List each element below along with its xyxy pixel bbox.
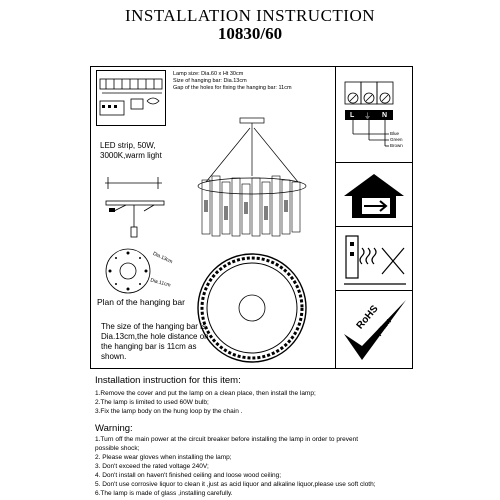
warning-line-3: 3. Don't exceed the rated voltage 240V; (95, 463, 209, 470)
document-title: INSTALLATION INSTRUCTION (124, 6, 376, 25)
installation-step-2: 2.The lamp is limited to used 60W bulb; (95, 399, 209, 406)
installation-heading: Installation instruction for this item: (95, 375, 241, 386)
warning-line-4: 4. Don't install on haven't finished ceiling and loose wood ceiling; (95, 472, 282, 479)
warning-line-6: 6.The lamp is made of glass ,installing carefully. (95, 490, 233, 497)
warning-line-2: 2. Please wear gloves when installing the lamp; (95, 454, 232, 461)
rohs-label: RoHS (354, 303, 381, 332)
warning-line-1: 1.Turn off the main power at the circuit breaker before installing the lamp in order to prevent (95, 436, 359, 443)
wiring-sketch-icon (97, 71, 167, 127)
hanging-bar-dim-label-1: Dia.13cm (151, 250, 174, 266)
no-heat-surface-icon (340, 230, 410, 288)
led-spec-line-1: LED strip, 50W, (100, 141, 156, 150)
model-number: 10830/60 (217, 24, 283, 43)
indoor-use-icon (340, 168, 410, 224)
wire-label-green: Green (390, 137, 403, 142)
hanging-bar-size-text: The size of the hanging bar is Dia.13cm,the hole distance on the hanging bar is 11cm as shown. (101, 322, 209, 361)
wiring-sketch-box (96, 70, 166, 126)
led-spec-line-2: 3000K,warm light (100, 151, 162, 160)
spec-lamp-size: Lamp size: Dia.60 x Ht 30cm (173, 71, 244, 77)
installation-step-1: 1.Remove the cover and put the lamp on a clean place, then install the lamp; (95, 390, 316, 397)
wire-label-brown: Brown (390, 143, 403, 148)
terminal-label-n: N (382, 112, 388, 119)
divider-indoor (335, 226, 413, 227)
lamp-drawing-icon (176, 110, 336, 368)
hanging-bar-sketch-icon (100, 175, 170, 245)
hanging-bar-dim-label-2: Dia.11cm (149, 277, 172, 289)
rohs-compliant-label: Compliant (365, 318, 393, 349)
installation-step-3: 3.Fix the lamp body on the hung loop by the chain . (95, 408, 243, 415)
warning-line-5: 5. Don't use corrosive liquor to clean it ,just as acid liquor and alkaline liquor,please use soft cloth; (95, 481, 376, 488)
plan-label: Plan of the hanging bar (97, 297, 185, 307)
divider-wiring (335, 162, 413, 163)
warning-heading: Warning: (95, 423, 133, 434)
led-spec (100, 141, 170, 161)
divider-heat (335, 290, 413, 291)
hanging-bar-plan-icon (100, 245, 160, 297)
rohs-compliant-icon (340, 294, 410, 366)
spec-hanging-bar-size: Size of hanging bar: Dia.13cm (173, 78, 247, 84)
warning-line-1-cont: possible shock; (95, 445, 140, 452)
terminal-label-l: L (350, 112, 355, 119)
terminal-label-earth: ⏚ (364, 113, 371, 120)
wire-label-blue: Blue (390, 131, 400, 136)
spec-hole-gap: Gap of the holes for fixing the hanging bar: 11cm (173, 85, 292, 91)
